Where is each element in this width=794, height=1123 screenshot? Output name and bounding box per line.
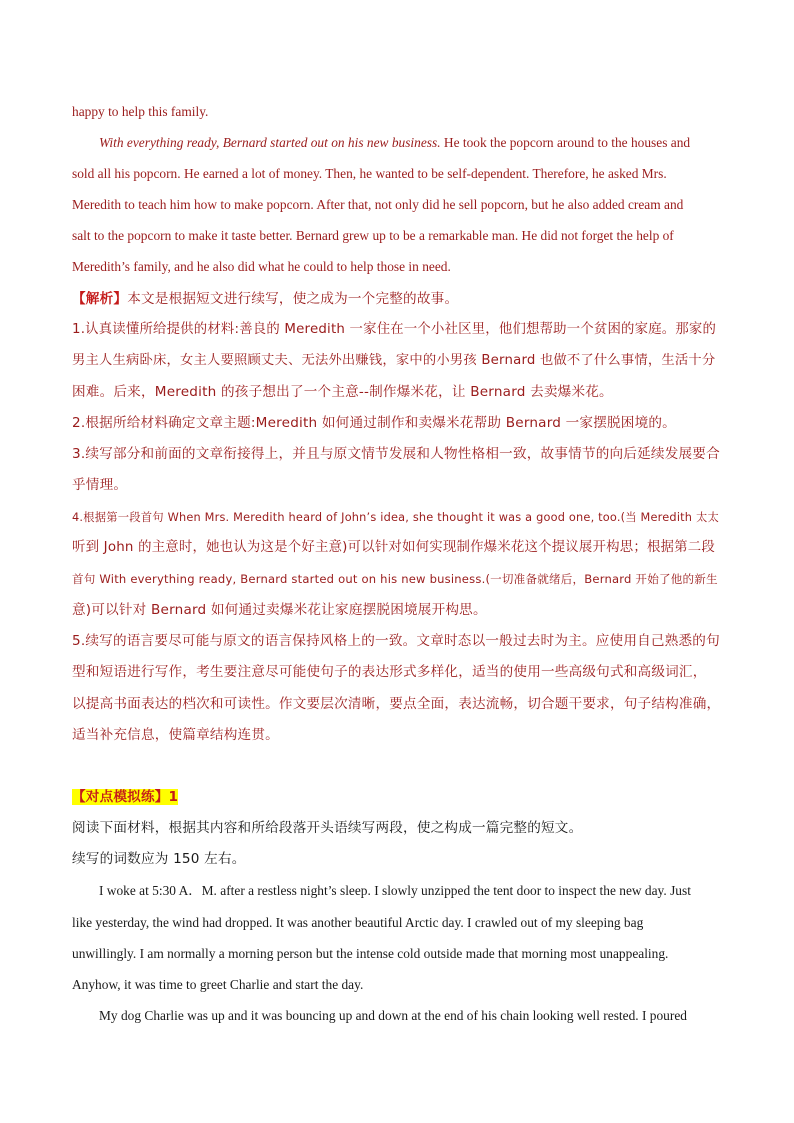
text-line-content: He took the popcorn around to the houses and [440,135,691,150]
text-line [72,508,722,526]
text-line [72,601,722,619]
text-line [72,258,722,276]
text-line [72,227,722,245]
analysis-tag: 【解析】 [72,291,128,307]
text-line [72,570,722,588]
text-line [72,321,722,339]
text-line [72,165,722,183]
text-line-content: salt to the popcorn to make it taste better. Bernard grew up to be a remarkable man. He did not forget the help of [72,228,674,243]
text-line-content: Anyhow, it was time to greet Charlie and start the day. [72,977,364,992]
text-line [72,945,722,963]
text-line [72,726,722,744]
text-line [72,976,722,994]
text-line-content: 3.续写部分和前面的文章衔接得上，并且与原文情节发展和人物性格相一致，故事情节的向后延续发展要合 [72,446,720,462]
text-line [72,476,722,494]
text-line [72,383,722,401]
practice-heading [72,788,722,806]
text-line-content: 以提高书面表达的档次和可读性。作文要层次清晰，要点全面，表达流畅，切合题干要求，句子结构准确， [72,696,721,712]
text-line-content: I woke at 5:30 A．M. after a restless night’s sleep. I slowly unzipped the tent door to inspect the new day. Just [99,883,691,898]
text-line [72,663,722,681]
text-line [72,103,722,121]
text-line-content: My dog Charlie was up and it was bouncing up and down at the end of his chain looking well rested. I poured [99,1008,687,1023]
text-line [72,539,722,557]
text-line-content: 男主人生病卧床，女主人要照顾丈夫、无法外出赚钱，家中的小男孩 Bernard 也做不了什么事情，生活十分 [72,353,716,368]
text-line-content: 听到 John 的主意时，她也认为这是个好主意)可以针对如何实现制作爆米花这个提议展开构思；根据第二段 [72,540,715,555]
text-line [72,695,722,713]
text-line-content: 1.认真读懂所给提供的材料:善良的 Meredith 一家住在一个小社区里，他们想帮助一个贫困的家庭。那家的 [72,322,717,337]
text-line-content: 5.续写的语言要尽可能与原文的语言保持风格上的一致。文章时态以一般过去时为主。应使用自己熟悉的句 [72,633,720,649]
text-line-content: 困难。后来，Meredith 的孩子想出了一个主意--制作爆米花，让 Bernard 去卖爆米花。 [72,384,613,400]
text-line-content: 4.根据第一段首句 When Mrs. Meredith heard of John’s idea, she thought it was a good one, too.(当 Meredith 太太 [72,510,719,524]
text-line [72,445,722,463]
text-line-content: 首句 With everything ready, Bernard started out on his new business.(一切准备就绪后，Bernard 开始了他的新生 [72,572,718,586]
text-line-content: 乎情理。 [72,477,128,493]
text-line-content: 适当补充信息，使篇章结构连贯。 [72,727,279,743]
instruction-line [72,850,722,868]
analysis-heading [72,290,722,308]
text-line-content: 阅读下面材料，根据其内容和所给段落开头语续写两段，使之构成一篇完整的短文。 [72,820,583,836]
text-line [72,632,722,650]
text-line [72,914,722,932]
text-line [72,414,722,432]
text-line-content: 意)可以针对 Bernard 如何通过卖爆米花让家庭摆脱困境展开构思。 [72,602,487,618]
text-line-content: 本文是根据短文进行续写，使之成为一个完整的故事。 [127,291,459,307]
practice-heading-label: 【对点模拟练】1 [72,789,179,805]
text-line-content: 型和短语进行写作，考生要注意尽可能使句子的表达形式多样化，适当的使用一些高级句式和高级词汇， [72,664,707,680]
text-line-content: sold all his popcorn. He earned a lot of money. Then, he wanted to be self-dependent. Therefore, he asked Mrs. [72,166,667,181]
text-line-content: Meredith to teach him how to make popcorn. After that, not only did he sell popcorn, but he also added cream and [72,197,684,212]
paragraph-start-sentence: With everything ready, Bernard started out on his new business. [99,135,441,150]
text-line-content: 2.根据所给材料确定文章主题:Meredith 如何通过制作和卖爆米花帮助 Bernard 一家摆脱困境的。 [72,415,676,431]
instruction-line [72,819,722,837]
text-line [99,882,722,900]
text-line [99,134,722,152]
text-line [72,352,722,370]
text-line-content: Meredith’s family, and he also did what he could to help those in need. [72,259,451,274]
text-line-content: like yesterday, the wind had dropped. It was another beautiful Arctic day. I crawled out of my sleeping bag [72,915,644,930]
text-line-content: unwillingly. I am normally a morning person but the intense cold outside made that morning most unappealing. [72,946,669,961]
text-line-content: 续写的词数应为 150 左右。 [72,851,246,867]
text-line [72,196,722,214]
text-line-content: happy to help this family. [72,104,209,119]
text-line [99,1007,722,1025]
